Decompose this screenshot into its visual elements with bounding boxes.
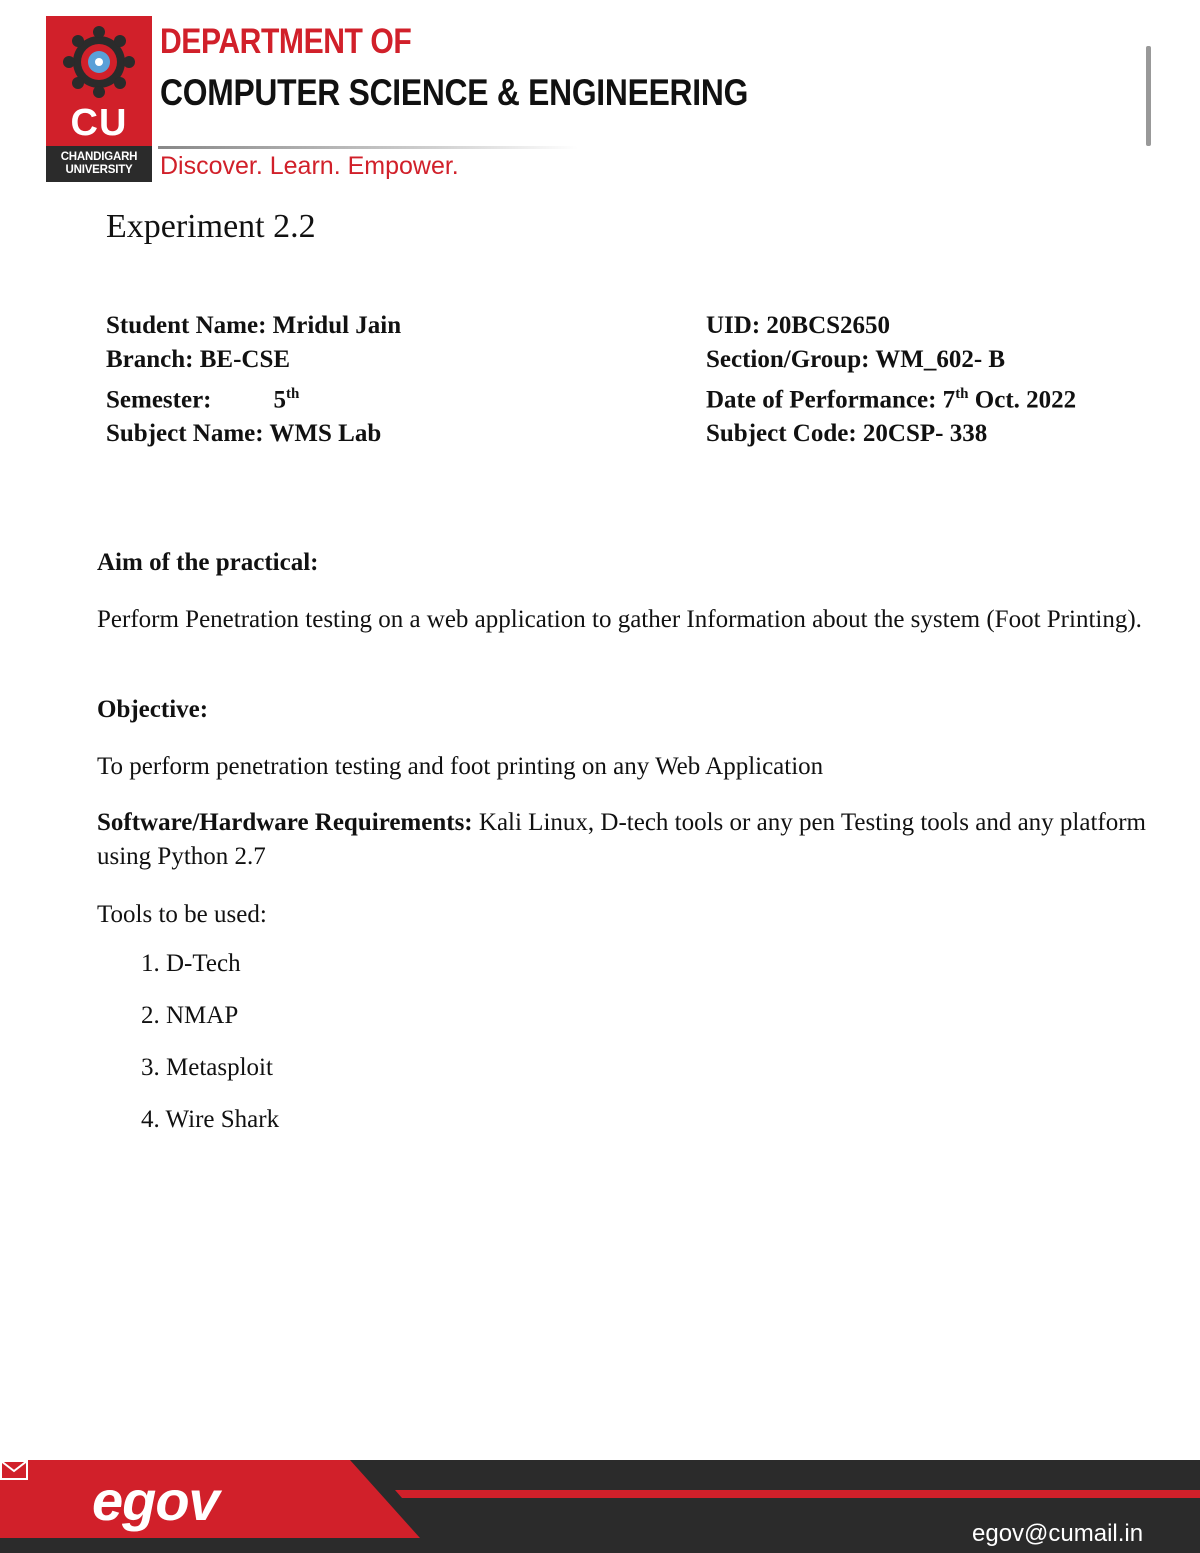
header-divider	[158, 146, 578, 149]
uid: UID: 20BCS2650	[706, 312, 891, 339]
requirements	[97, 806, 1147, 874]
scrollbar[interactable]	[1146, 46, 1151, 146]
contact-email[interactable]: egov@cumail.in	[972, 1520, 1144, 1547]
aim-text: Perform Penetration testing on a web application to gather Information about the system (Foot Printing).	[97, 606, 1142, 633]
objective-heading: Objective:	[97, 696, 209, 723]
mail-icon	[0, 1460, 28, 1480]
aim-heading: Aim of the practical:	[97, 549, 319, 576]
list-item: 4. Wire Shark	[141, 1106, 280, 1133]
logo-abbrev: CU	[70, 102, 128, 144]
university-logo	[46, 16, 152, 182]
requirements-heading: Software/Hardware Requirements:	[97, 809, 473, 836]
list-item: 2. NMAP	[141, 1002, 239, 1029]
footer	[0, 1460, 1200, 1553]
semester: Semester: 5th	[106, 386, 300, 414]
egov-logo: egov	[92, 1469, 219, 1532]
requirements-text: Kali Linux, D-tech tools or any pen Testing tools and any platform using Python 2.7	[97, 809, 1146, 870]
list-item: 1. D-Tech	[141, 950, 241, 977]
branch: Branch: BE-CSE	[106, 346, 291, 373]
section-group: Section/Group: WM_602- B	[706, 346, 1006, 373]
university-emblem-icon	[59, 22, 139, 102]
student-info-left	[106, 309, 401, 451]
list-item: 3. Metasploit	[141, 1054, 273, 1081]
tagline: Discover. Learn. Empower.	[160, 152, 459, 180]
tools-heading: Tools to be used:	[97, 901, 267, 928]
subject-name: Subject Name: WMS Lab	[106, 420, 382, 448]
subject-code: Subject Code: 20CSP- 338	[706, 420, 988, 448]
department-title-line2: COMPUTER SCIENCE & ENGINEERING	[160, 72, 749, 113]
objective-text: To perform penetration testing and foot printing on any Web Application	[97, 753, 824, 780]
date-of-performance: Date of Performance: 7th Oct. 2022	[706, 386, 1077, 414]
department-title-line1: DEPARTMENT OF	[160, 22, 412, 61]
logo-university-name: CHANDIGARH UNIVERSITY	[46, 146, 152, 182]
page-title: Experiment 2.2	[106, 208, 316, 245]
student-name: Student Name: Mridul Jain	[106, 312, 402, 339]
student-info-right	[706, 309, 1076, 451]
